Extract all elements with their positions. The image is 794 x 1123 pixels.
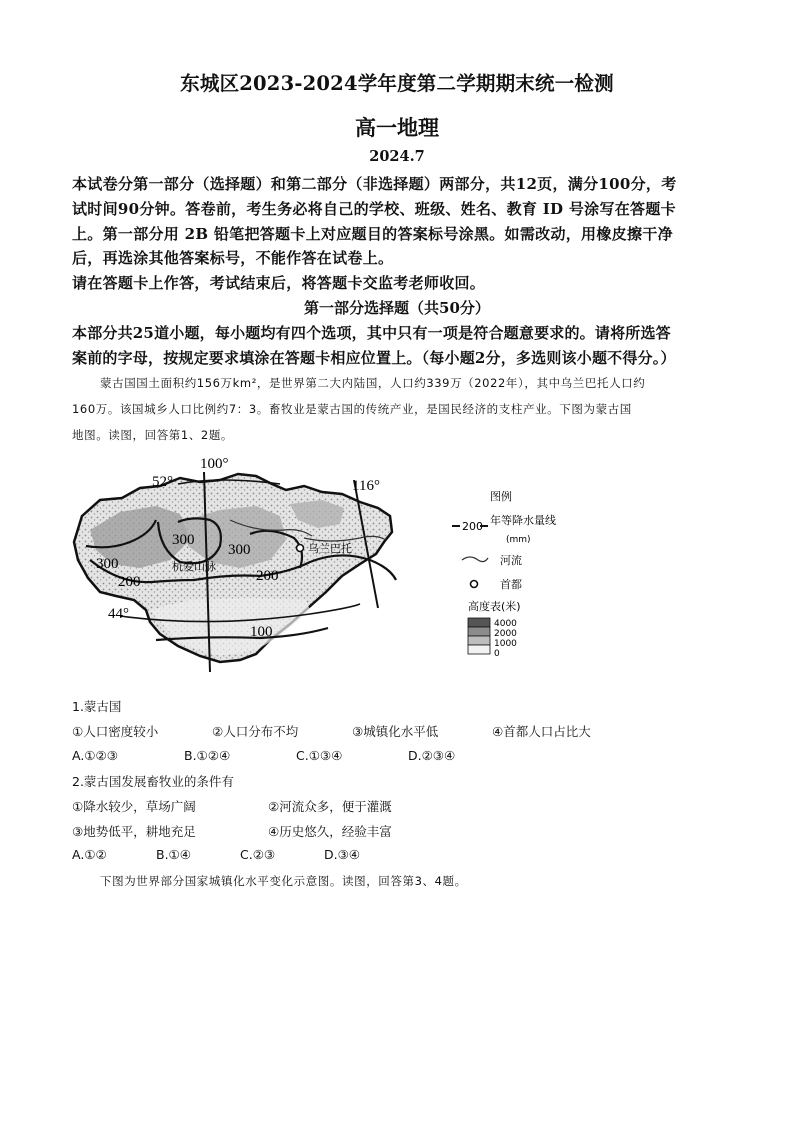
capital-legend-symbol — [471, 581, 478, 588]
question-1-stem: 1.蒙古国 — [72, 699, 122, 714]
elevation-level: 4000 — [494, 619, 517, 629]
elevation-level: 2000 — [494, 629, 517, 639]
question-1-option: ④首都人口占比大 — [492, 724, 591, 739]
exam-title: 东城区2023-2024学年度第二学期期末统一检测 — [180, 72, 614, 95]
question-1-choice-d[interactable]: D.②③④ — [408, 748, 456, 763]
question-2-option: ④历史悠久，经验丰富 — [268, 824, 392, 839]
elevation-swatch-2000 — [468, 627, 490, 636]
instruction-line: 试时间90分钟。答卷前，考生务必将自己的学校、班级、姓名、教育 ID 号涂写在答题卡 — [72, 200, 676, 218]
exam-date: 2024.7 — [369, 148, 425, 165]
elevation-swatch-0 — [468, 645, 490, 654]
elevation-swatch-1000 — [468, 636, 490, 645]
subject-title: 高一地理 — [355, 115, 439, 140]
section-intro-line: 案前的字母，按规定要求填涂在答题卡相应位置上。（每小题2分，多选则该小题不得分。） — [72, 349, 676, 367]
legend-title: 图例 — [490, 490, 512, 503]
mongolia-map — [60, 450, 740, 680]
question-1-option: ③城镇化水平低 — [352, 724, 439, 739]
lowland-south — [150, 598, 310, 656]
elevation-level: 1000 — [494, 639, 517, 649]
legend-isoline-unit: (mm) — [506, 535, 531, 545]
question-1-choice-c[interactable]: C.①③④ — [296, 748, 343, 763]
question-1-option: ②人口分布不均 — [212, 724, 299, 739]
instruction-line: 请在答题卡上作答，考试结束后，将答题卡交监考老师收回。 — [72, 274, 486, 292]
question-2-choice-a[interactable]: A.①② — [72, 847, 107, 862]
question-2-choice-d[interactable]: D.③④ — [324, 847, 361, 862]
question-1-option: ①人口密度较小 — [72, 724, 159, 739]
capital-symbol — [297, 545, 304, 552]
legend-capital: 首都 — [500, 578, 522, 591]
question-1-choice-b[interactable]: B.①②④ — [184, 748, 231, 763]
label-iso-300-west: 300 — [96, 556, 119, 572]
map-legend — [452, 489, 556, 659]
question-1-choice-a[interactable]: A.①②③ — [72, 748, 118, 763]
label-iso-200-west: 200 — [118, 574, 141, 590]
passage-line: 地图。读图，回答第1、2题。 — [72, 428, 234, 442]
label-iso-300-east: 300 — [228, 542, 251, 558]
passage-line: 蒙古国国土面积约156万km²，是世界第二大内陆国，人口约339万（2022年），其中乌兰巴托人口约 — [100, 376, 646, 390]
instruction-line: 本试卷分第一部分（选择题）和第二部分（非选择题）两部分，共12页，满分100分，考 — [72, 175, 677, 193]
section-heading: 第一部分选择题（共50分） — [304, 299, 490, 317]
label-lat-52: 52° — [152, 474, 173, 490]
label-capital: 乌兰巴托 — [308, 542, 352, 555]
label-lon-100: 100° — [200, 456, 229, 472]
question-2-option: ②河流众多，便于灌溉 — [268, 799, 392, 814]
question-2-choice-b[interactable]: B.①④ — [156, 847, 191, 862]
label-iso-300-hangai: 300 — [172, 532, 195, 548]
river-legend-symbol — [462, 557, 488, 562]
label-mountain: 杭爱山脉 — [172, 560, 216, 573]
legend-river: 河流 — [500, 554, 522, 567]
instruction-line: 后，再选涂其他答案标号，不能作答在试卷上。 — [72, 249, 394, 267]
legend-isoline-label: 年等降水量线 — [490, 514, 556, 527]
label-lon-116: 116° — [352, 478, 380, 494]
section-intro-line: 本部分共25道小题，每小题均有四个选项，其中只有一项是符合题意要求的。请将所选答 — [72, 324, 671, 342]
elevation-level: 0 — [494, 649, 500, 659]
label-iso-200-east: 200 — [256, 568, 279, 584]
question-2-choice-c[interactable]: C.②③ — [240, 847, 276, 862]
passage-line: 160万。该国城乡人口比例约7：3。畜牧业是蒙古国的传统产业，是国民经济的支柱产业。下图为蒙古国 — [72, 402, 632, 416]
passage-2: 下图为世界部分国家城镇化水平变化示意图。读图，回答第3、4题。 — [100, 874, 467, 888]
label-iso-100: 100 — [250, 624, 273, 640]
question-2-option: ③地势低平，耕地充足 — [72, 824, 196, 839]
question-2-stem: 2.蒙古国发展畜牧业的条件有 — [72, 774, 234, 789]
elevation-swatch-4000 — [468, 618, 490, 627]
legend-elevation-title: 高度表(米) — [468, 600, 521, 613]
legend-isoline-value: 200 — [462, 520, 483, 533]
label-lat-44: 44° — [108, 606, 129, 622]
question-2-option: ①降水较少，草场广阔 — [72, 799, 196, 814]
instruction-line: 上。第一部分用 2B 铅笔把答题卡上对应题目的答案标号涂黑。如需改动，用橡皮擦干净 — [72, 225, 673, 243]
